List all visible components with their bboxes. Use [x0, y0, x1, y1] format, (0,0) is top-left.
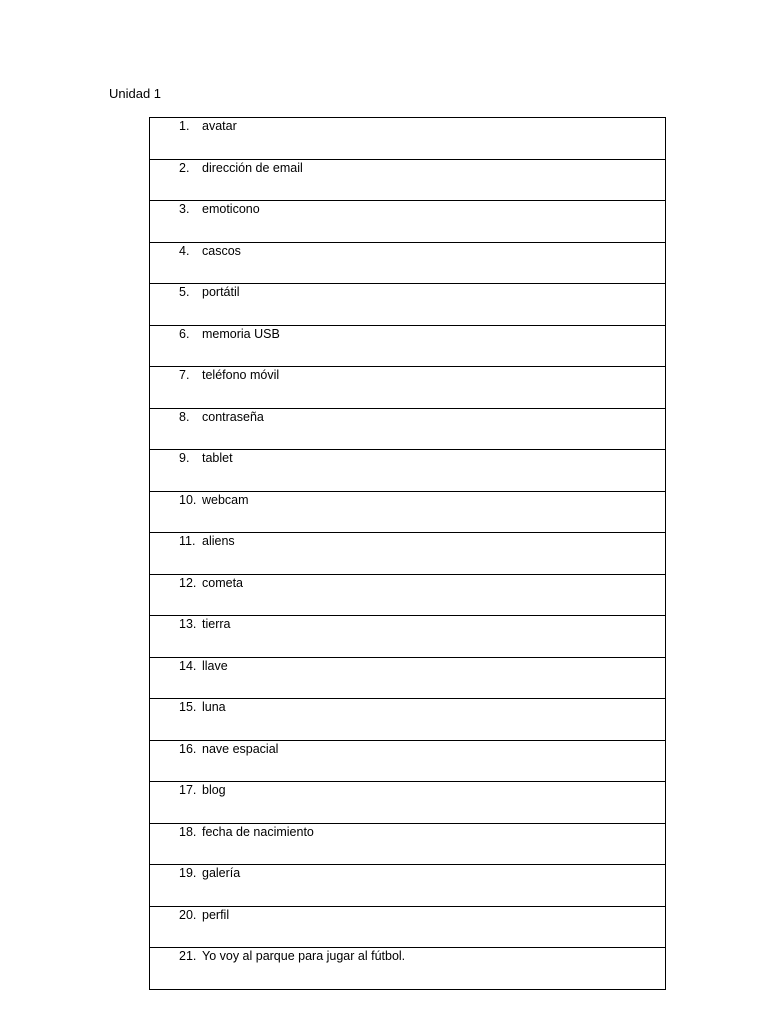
- table-row: [150, 367, 666, 409]
- table-cell: [150, 491, 666, 533]
- table-row: [150, 242, 666, 284]
- item-term: aliens: [202, 534, 235, 548]
- table-cell: [150, 948, 666, 990]
- item-term: tablet: [202, 451, 233, 465]
- item-number: 2.: [179, 160, 190, 175]
- item-number: 3.: [179, 202, 190, 216]
- table-cell: [150, 159, 666, 201]
- item-term: galería: [202, 866, 241, 880]
- item-term: contraseña: [202, 409, 264, 424]
- table-cell: [150, 823, 666, 865]
- table-cell: [150, 408, 666, 450]
- item-number: 5.: [179, 285, 190, 299]
- table-row: [150, 948, 666, 990]
- item-number: 20.: [179, 907, 197, 922]
- table-row: [150, 574, 666, 616]
- table-row: [150, 906, 666, 948]
- item-number: 13.: [179, 617, 197, 631]
- item-number: 16.: [179, 741, 197, 756]
- item-term: tierra: [202, 617, 231, 631]
- table-cell: [150, 740, 666, 782]
- table-row: [150, 699, 666, 741]
- item-number: 9.: [179, 451, 190, 465]
- table-row: [150, 450, 666, 492]
- table-row: [150, 740, 666, 782]
- table-row: [150, 823, 666, 865]
- item-term: nave espacial: [202, 741, 279, 756]
- item-term: cometa: [202, 575, 243, 590]
- item-number: 21.: [179, 949, 197, 963]
- item-term: luna: [202, 700, 226, 714]
- item-term: llave: [202, 658, 228, 673]
- item-term: webcam: [202, 492, 249, 507]
- table-row: [150, 782, 666, 824]
- item-term: cascos: [202, 243, 241, 258]
- item-term: blog: [202, 783, 226, 797]
- table-cell: [150, 699, 666, 741]
- item-number: 14.: [179, 658, 197, 673]
- item-term: emoticono: [202, 202, 260, 216]
- table-row: [150, 657, 666, 699]
- table-cell: [150, 906, 666, 948]
- vocabulary-table-body: [150, 118, 666, 990]
- item-number: 10.: [179, 492, 197, 507]
- item-number: 6.: [179, 326, 190, 341]
- item-number: 19.: [179, 866, 197, 880]
- item-term: avatar: [202, 119, 237, 133]
- table-row: [150, 284, 666, 326]
- item-number: 8.: [179, 409, 190, 424]
- item-term: portátil: [202, 285, 240, 299]
- table-cell: [150, 533, 666, 575]
- item-term: memoria USB: [202, 326, 280, 341]
- item-term: fecha de nacimiento: [202, 824, 314, 839]
- table-cell: [150, 574, 666, 616]
- item-term: perfil: [202, 907, 230, 922]
- table-cell: [150, 367, 666, 409]
- document-title: Unidad 1: [109, 86, 162, 101]
- table-row: [150, 865, 666, 907]
- table-row: [150, 616, 666, 658]
- table-cell: [150, 201, 666, 243]
- table-row: [150, 325, 666, 367]
- item-number: 1.: [179, 119, 190, 133]
- table-row: [150, 491, 666, 533]
- table-cell: [150, 450, 666, 492]
- item-number: 18.: [179, 824, 197, 839]
- item-term: Yo voy al parque para jugar al fútbol.: [202, 949, 406, 963]
- table-row: [150, 533, 666, 575]
- table-cell: [150, 284, 666, 326]
- item-number: 4.: [179, 243, 190, 258]
- item-number: 17.: [179, 783, 197, 797]
- item-term: dirección de email: [202, 160, 303, 175]
- table-row: [150, 408, 666, 450]
- table-cell: [150, 865, 666, 907]
- table-row: [150, 201, 666, 243]
- item-number: 15.: [179, 700, 197, 714]
- table-cell: [150, 325, 666, 367]
- item-number: 7.: [179, 368, 190, 382]
- item-term: teléfono móvil: [202, 368, 280, 382]
- table-cell: [150, 242, 666, 284]
- item-number: 11.: [179, 534, 196, 548]
- item-number: 12.: [179, 575, 197, 590]
- table-row: [150, 118, 666, 160]
- table-row: [150, 159, 666, 201]
- vocabulary-table: [149, 117, 666, 990]
- table-cell: [150, 616, 666, 658]
- table-cell: [150, 782, 666, 824]
- table-cell: [150, 657, 666, 699]
- table-cell: [150, 118, 666, 160]
